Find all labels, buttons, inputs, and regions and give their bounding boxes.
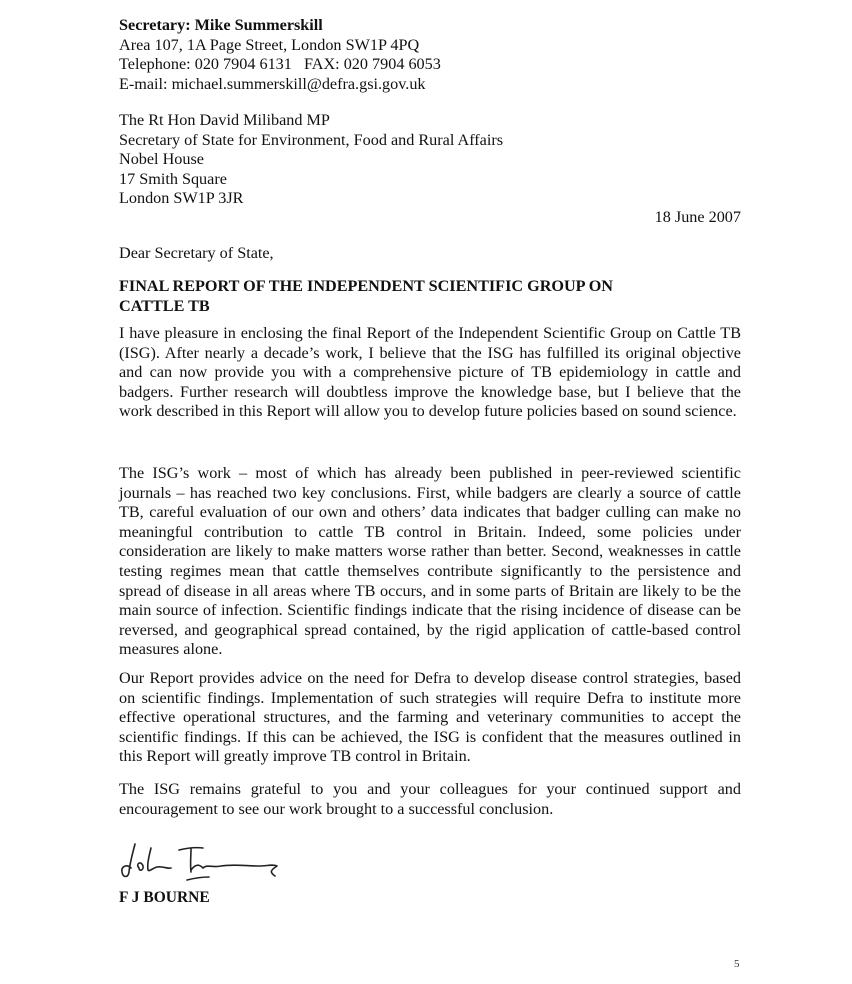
paragraph-2: The ISG’s work – most of which has already been published in peer-reviewed scientific journals – has reached two key conclusions. First, while badgers are clearly a source of cattle TB, careful evaluation of our own and others’ data indicates that badger culling can make no meaningful contribution to cattle TB control in Britain. Indeed, some policies under consideration are likely to make matters worse rather than better. Second, weaknesses in cattle testing regimes mean that cattle themselves contribute significantly to the persistence and spread of disease in all areas where TB occurs, and in some parts of Britain are likely to be the main source of infection. Scientific findings indicate that the rising incidence of disease can be reversed, and geographical spread contained, by the rigid application of cattle-based control measures alone.: [119, 464, 741, 659]
recipient-address: [119, 111, 741, 209]
salutation: Dear Secretary of State,: [119, 244, 274, 262]
letterhead-phone-fax: Telephone: 020 7904 6131 FAX: 020 7904 6053: [119, 55, 441, 73]
recipient-city: London SW1P 3JR: [119, 189, 244, 207]
paragraph-3: Our Report provides advice on the need for Defra to develop disease control strategies, based on scientific findings. Implementation of such strategies will require Defra to institute more effective operational structures, and the farming and veterinary communities to accept the scientific findings. If this can be achieved, the ISG is confident that the measures outlined in this Report will greatly improve TB control in Britain.: [119, 669, 741, 766]
signatory-name: F J BOURNE: [119, 889, 210, 906]
letterhead: [119, 16, 741, 94]
paragraph-1: I have pleasure in enclosing the final Report of the Independent Scientific Group on Cattle TB (ISG). After nearly a decade’s work, I believe that the ISG has fulfilled its original objective and can now provide you with a comprehensive picture of TB epidemiology in cattle and badgers. Further research will doubtless improve the knowledge base, but I believe that the work described in this Report will allow you to develop future policies based on sound science.: [119, 324, 741, 421]
recipient-building: Nobel House: [119, 150, 204, 168]
recipient-title: Secretary of State for Environment, Food and Rural Affairs: [119, 130, 504, 149]
secretary-name: Secretary: Mike Summerskill: [119, 16, 323, 34]
letter-date: 18 June 2007: [654, 208, 741, 226]
signature-icon: [117, 838, 297, 886]
page-number: 5: [734, 958, 740, 970]
subject-heading: FINAL REPORT OF THE INDEPENDENT SCIENTIFIC GROUP ON CATTLE TB: [119, 277, 613, 315]
letterhead-email: E-mail: michael.summerskill@defra.gsi.gov.uk: [119, 74, 426, 93]
recipient-street: 17 Smith Square: [119, 169, 227, 188]
paragraph-4: The ISG remains grateful to you and your colleagues for your continued support and encouragement to see our work brought to a successful conclusion.: [119, 780, 741, 818]
letterhead-address: Area 107, 1A Page Street, London SW1P 4PQ: [119, 35, 420, 54]
recipient-name: The Rt Hon David Miliband MP: [119, 111, 330, 129]
